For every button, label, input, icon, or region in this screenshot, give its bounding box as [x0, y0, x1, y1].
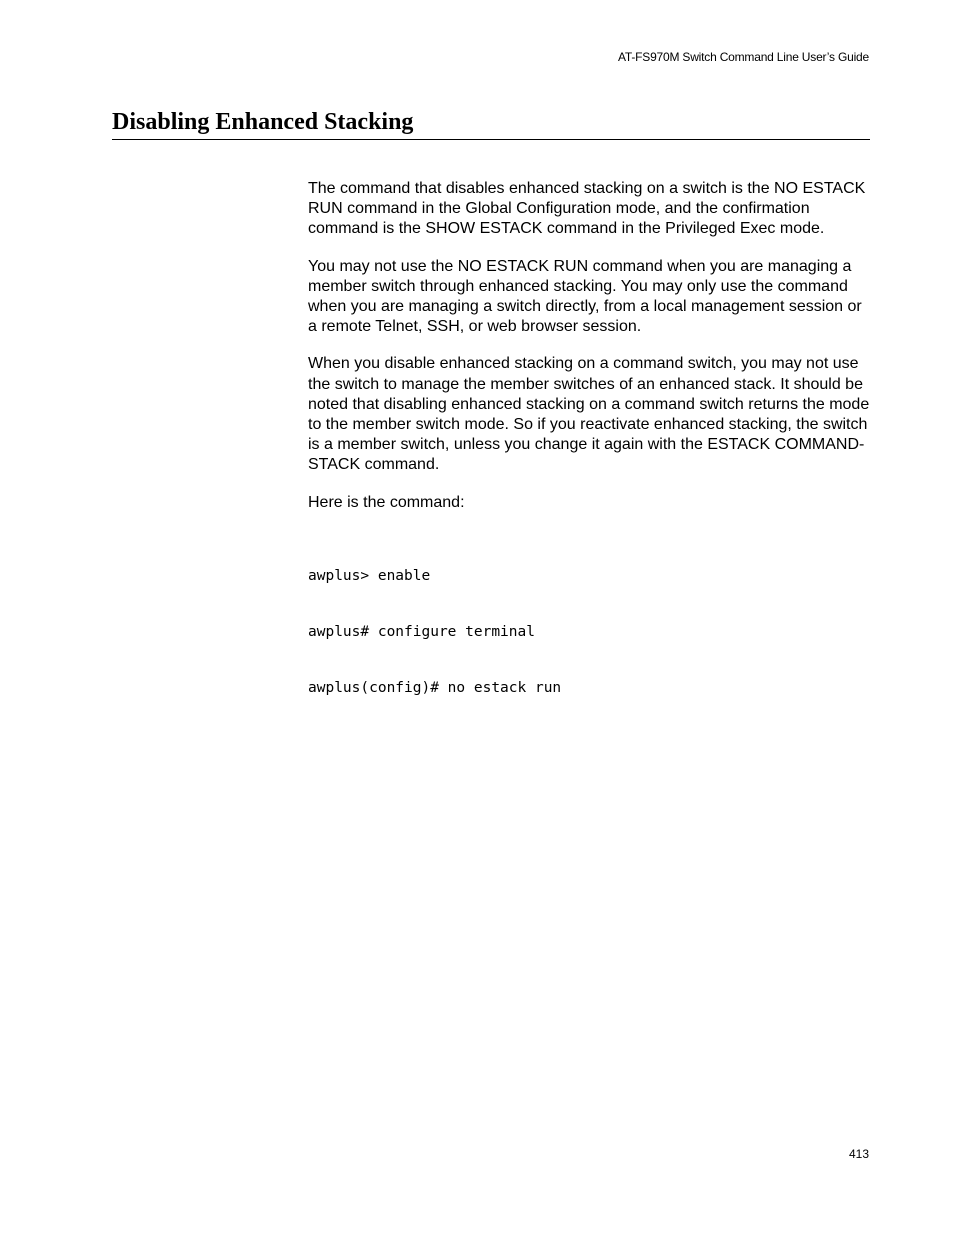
section-title: Disabling Enhanced Stacking [112, 109, 414, 135]
code-line: awplus# configure terminal [308, 623, 535, 640]
running-header: AT-FS970M Switch Command Line User’s Guide [617, 50, 869, 64]
paragraph-restriction: You may not use the NO ESTACK RUN command when you are managing a member switch through enhanced stacking. You may only use the command when you are managing a switch directly, from a local management session or a remote Telnet, SSH, or web browser session. [308, 257, 862, 336]
paragraph-intro: The command that disables enhanced stacking on a switch is the NO ESTACK RUN command in the Global Configuration mode, and the confirmation command is the SHOW ESTACK command in the Privileged Exec mode. [308, 180, 866, 238]
title-rule [112, 139, 870, 140]
paragraph-command-intro: Here is the command: [308, 493, 465, 511]
body-column [308, 179, 870, 734]
code-block [308, 530, 870, 735]
code-line: awplus> enable [308, 568, 431, 585]
code-line: awplus(config)# no estack run [308, 679, 562, 696]
page-number: 413 [848, 1147, 869, 1161]
paragraph-command-switch: When you disable enhanced stacking on a command switch, you may not use the switch to manage the member switches of an enhanced stack. It should be noted that disabling enhanced stacking on a command switch returns the mode to the member switch mode. So if you reactivate enhanced stacking, the switch is a member switch, unless you change it again with the ESTACK COMMAND-STACK command. [308, 355, 870, 474]
